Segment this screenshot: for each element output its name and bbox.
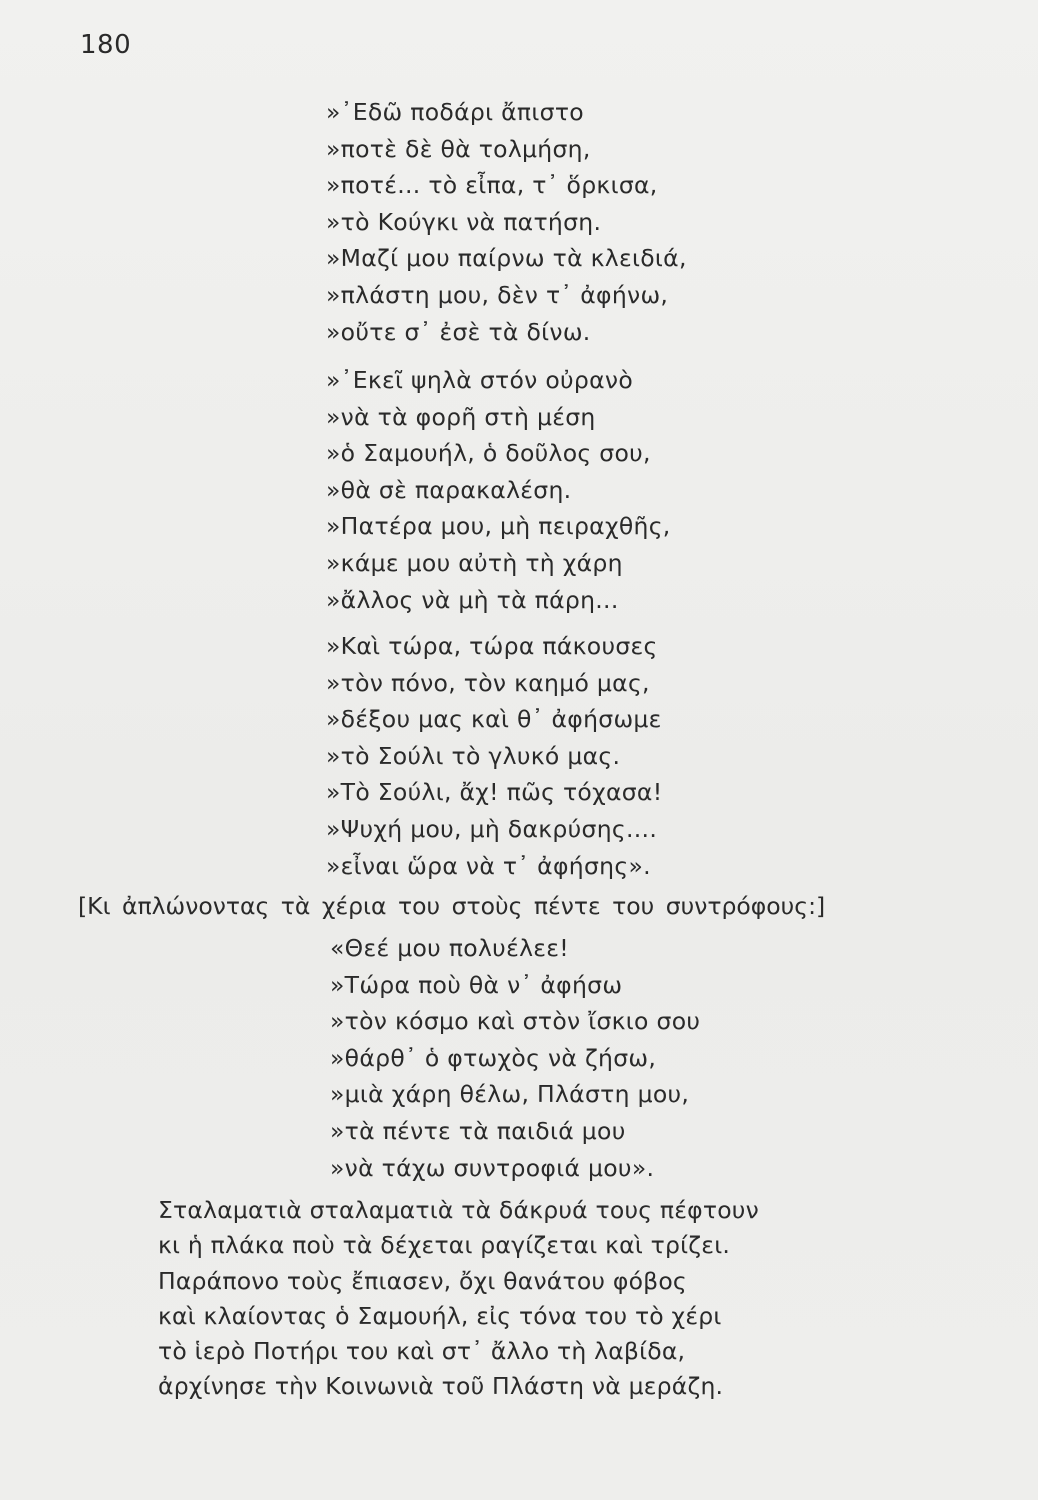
verse-line: »δέξου μας καὶ θ᾿ ἀφήσωμε	[326, 705, 662, 734]
verse-line: »Τὸ Σούλι, ἄχ! πῶς τόχασα!	[326, 778, 663, 807]
verse-line: »μιὰ χάρη θέλω, Πλάστη μου,	[330, 1080, 690, 1109]
verse-line: »᾿Εκεῖ ψηλὰ στόν οὐρανὸ	[326, 366, 634, 394]
verse-line: »ὁ Σαμουήλ, ὁ δοῦλος σου,	[326, 439, 651, 468]
verse-line: «Θεέ μου πολυέλεε!	[330, 934, 570, 962]
stanza-4	[330, 930, 700, 1186]
stanza-1	[326, 94, 687, 350]
verse-line: »ποτέ... τὸ εἶπα, τ᾿ ὅρκισα,	[326, 171, 658, 200]
verse-line: »ἄλλος νὰ μὴ τὰ πάρη...	[326, 585, 619, 614]
verse-line: »τὸ Κούγκι νὰ πατήση.	[326, 207, 602, 236]
verse-line: »τὰ πέντε τὰ παιδιά μου	[330, 1116, 626, 1145]
verse-line: »τὸ Σούλι τὸ γλυκό μας.	[326, 741, 621, 770]
verse-line: »νὰ τάχω συντροφιά μου».	[330, 1153, 655, 1182]
verse-line: »πλάστη μου, δὲν τ᾿ ἀφήνω,	[326, 280, 669, 309]
stanza-2	[326, 362, 671, 618]
page-number: 180	[80, 30, 132, 60]
verse-line: »Πατέρα μου, μὴ πειραχθῆς,	[326, 512, 671, 541]
verse-line: »νὰ τὰ φορῆ στὴ μέση	[326, 402, 596, 431]
verse-line: »κάμε μου αὐτὴ τὴ χάρη	[326, 548, 623, 577]
prose-line: καὶ κλαίοντας ὁ Σαμουήλ, εἰς τόνα του τὸ χέρι	[158, 1301, 722, 1330]
prose-line: Παράπονο τοὺς ἔπιασεν, ὄχι θανάτου φόβος	[158, 1266, 687, 1295]
verse-line: »θὰ σὲ παρακαλέση.	[326, 475, 572, 504]
verse-line: »τὸν πόνο, τὸν καημό μας,	[326, 668, 650, 697]
verse-line: »εἶναι ὥρα νὰ τ᾿ ἀφήσης».	[326, 851, 651, 880]
verse-line: »οὔτε σ᾿ ἐσὲ τὰ δίνω.	[326, 317, 591, 346]
verse-line: »᾿Εδῶ ποδάρι ἄπιστο	[326, 98, 584, 126]
prose-line: Σταλαματιὰ σταλαματιὰ τὰ δάκρυά τους πέφτουν	[158, 1196, 759, 1224]
verse-line: »τὸν κόσμο καὶ στὸν ἴσκιο σου	[330, 1007, 701, 1036]
verse-line: »Μαζί μου παίρνω τὰ κλειδιά,	[326, 244, 687, 273]
verse-line: »θάρθ᾿ ὁ φτωχὸς νὰ ζήσω,	[330, 1043, 657, 1072]
stage-direction: [Κι ἀπλώνοντας τὰ χέρια του στοὺς πέντε του συντρόφους:]	[78, 892, 826, 920]
verse-line: »ποτὲ δὲ θὰ τολμήση,	[326, 134, 591, 163]
prose-line: κι ἡ πλάκα ποὺ τὰ δέχεται ραγίζεται καὶ τρίζει.	[158, 1231, 731, 1260]
prose-paragraph	[158, 1193, 759, 1405]
prose-line: ἀρχίνησε τὴν Κοινωνιὰ τοῦ Πλάστη νὰ μεράζη.	[158, 1372, 724, 1401]
verse-line: »Ψυχή μου, μὴ δακρύσης....	[326, 814, 658, 843]
stanza-3	[326, 628, 662, 884]
verse-line: »Τώρα ποὺ θὰ ν᾿ ἀφήσω	[330, 970, 623, 999]
prose-line: τὸ ἱερὸ Ποτήρι του καὶ στ᾿ ἄλλο τὴ λαβίδα,	[158, 1337, 686, 1366]
verse-line: »Καὶ τώρα, τώρα πάκουσες	[326, 632, 658, 660]
